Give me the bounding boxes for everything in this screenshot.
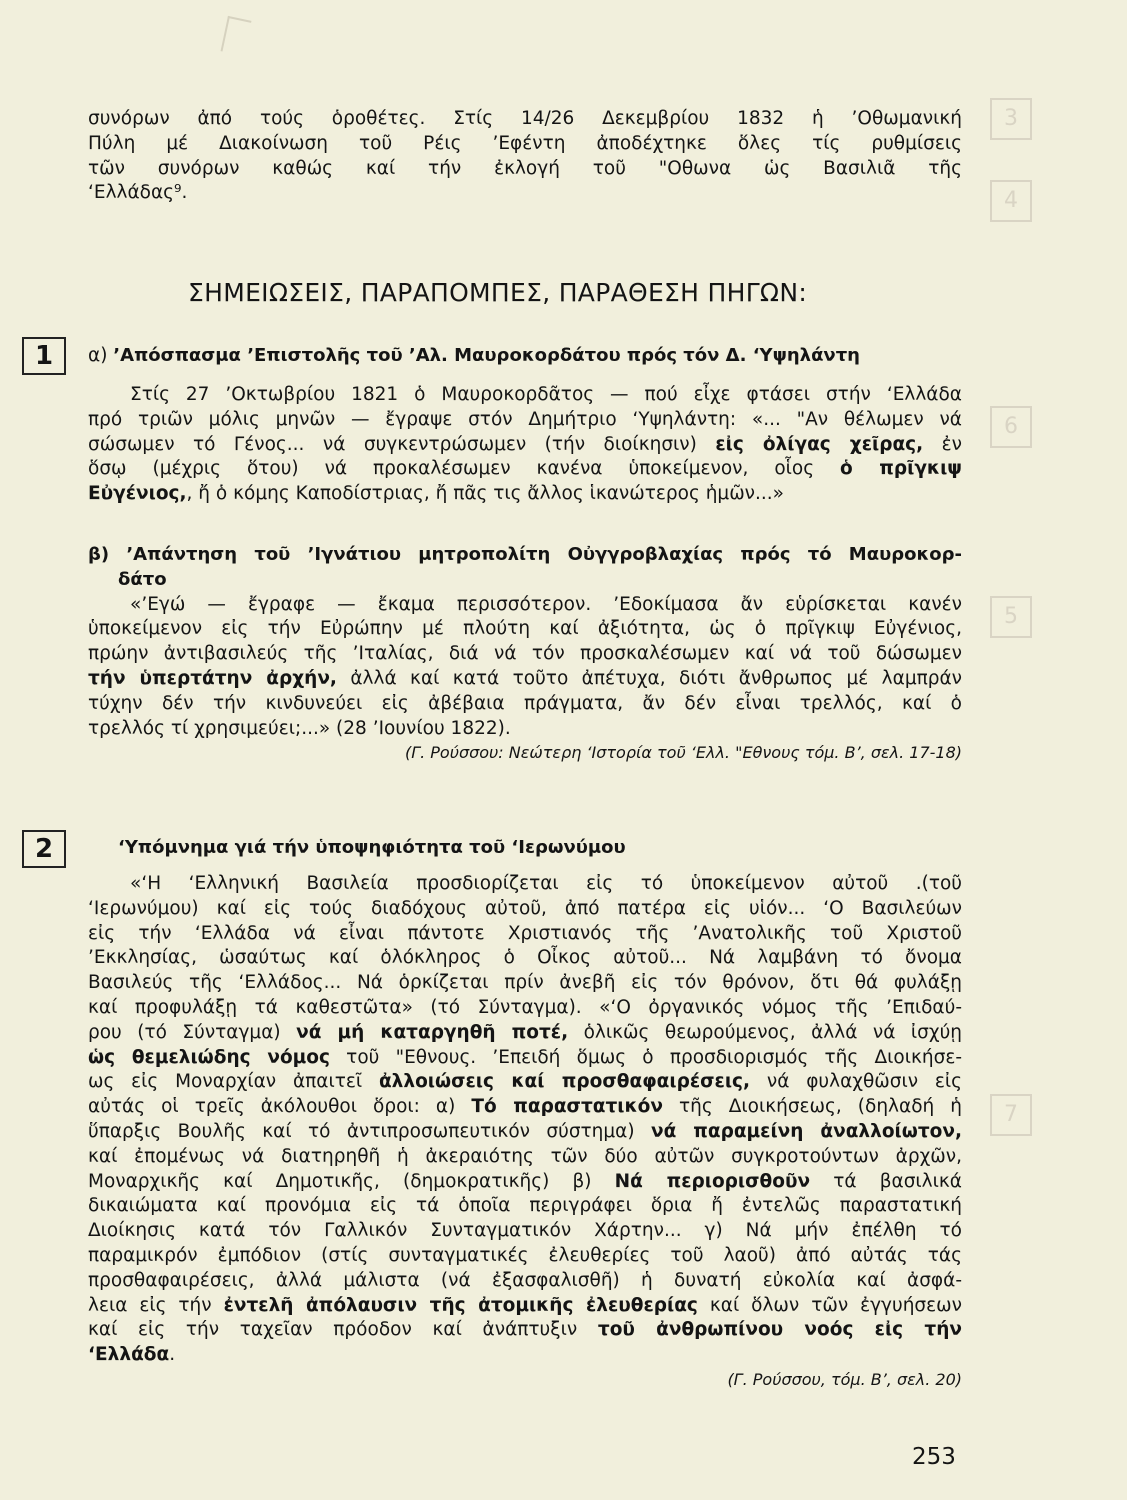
text-span: τά βασιλικά — [810, 1170, 962, 1192]
bold-span: ἀλλοιώσεις καί προσθαφαιρέσεις, — [378, 1071, 751, 1093]
text-span: , ἤ ὁ κόμης Καποδίστριας, ἤ πᾶς τις ἄλλος ἱκανώτερος ἡμῶν...» — [186, 483, 784, 505]
bold-span: ‘Ελλάδα — [88, 1344, 170, 1366]
ghost-box: 4 — [990, 180, 1032, 222]
bold-span: ὁ πρῖγκιψ — [840, 458, 962, 480]
notes-heading: ΣΗΜΕΙΩΣΕΙΣ, ΠΑΡΑΠΟΜΠΕΣ, ΠΑΡΑΘΕΣΗ ΠΗΓΩΝ: — [188, 278, 808, 307]
section-a-title — [88, 344, 962, 369]
text-line: Πύλη μέ Διακοίνωση τοῦ Ρέις ’Εφέντη ἀποδέχτηκε ὅλες τίς ρυθμίσεις — [88, 132, 962, 154]
bold-span: εἰς ὀλίγας χεῖρας, — [715, 433, 924, 455]
text-line: συνόρων ἀπό τούς ὁροθέτες. Στίς 14/26 Δεκεμβρίου 1832 ἡ ’Οθωμανική — [88, 108, 962, 129]
text-span: ἀλλά καί κατά τοῦτο ἀπέτυχα, διότι ἄνθρωπος μέ λαμπράν — [336, 667, 962, 689]
text-line: τρελλός τί χρησιμεύει;...» (28 ’Ιουνίου 1822). — [88, 717, 511, 739]
bold-span: Εὐγένιος, — [88, 483, 187, 505]
text-line — [88, 1070, 962, 1095]
bold-span: τοῦ ἀνθρωπίνου νοός εἰς τήν — [597, 1319, 962, 1341]
text-span: ὕπαρξις Βουλῆς καί τό ἀντιπροσωπευτικόν σύστημα) — [88, 1120, 635, 1142]
note-number-box: 2 — [22, 830, 66, 868]
bold-span: τήν ὑπερτάτην ἀρχήν, — [88, 667, 337, 689]
text-line — [88, 1046, 962, 1071]
bold-span: ἐντελῆ ἀπόλαυσιν τῆς ἀτομικῆς ἐλευθερίας — [223, 1294, 698, 1316]
text-line — [88, 433, 962, 458]
text-line: Διοίκησις κατά τόν Γαλλικόν Συνταγματικόν Χάρτην... γ) Νά μήν ἐπέλθη τό — [88, 1220, 962, 1242]
text-line: παραμικρόν ἐμπόδιον (στίς συνταγματικές ἐλευθερίες τοῦ λαοῦ) ἀπό αὐτάς τάς — [88, 1244, 962, 1266]
text-span: . — [169, 1344, 176, 1366]
text-span: ρου (τό Σύνταγμα) — [88, 1021, 281, 1043]
text-line: καί ἐπομένως νά διατηρηθῆ ἡ ἀκεραιότης τῶν δύο αὐτῶν συγκροτούντων ἀρχῶν, — [88, 1145, 962, 1167]
section-2-body — [88, 872, 962, 1393]
text-line — [88, 457, 962, 482]
text-line: καί προφυλάξῃ τά καθεστῶτα» (τό Σύνταγμα). «‘Ο ὀργανικός νόμος τῆς ’Επιδαύ- — [88, 996, 962, 1018]
bold-span: ὡς θεμελιώδης νόμος — [88, 1046, 330, 1068]
citation: (Γ. Ρούσσου, τόμ. Β’, σελ. 20) — [727, 1369, 962, 1389]
text-span: ως εἰς Μοναρχίαν ἀπαιτεῖ — [88, 1071, 363, 1093]
citation: (Γ. Ρούσσου: Νεώτερη ‘Ιστορία τοῦ ‘Ελλ. "Εθνους τόμ. Β’, σελ. 17-18) — [404, 743, 962, 763]
text-line — [88, 1294, 962, 1319]
text-span: σώσωμεν τό Γένος... νά συγκεντρώσωμεν (τήν διοίκησιν) — [88, 433, 697, 455]
text-span: νά φυλαχθῶσιν εἰς — [750, 1071, 963, 1093]
section-b-title: β) ’Απάντηση τοῦ ’Ιγνάτιου μητροπολίτη Οὐγγροβλαχίας πρός τό Μαυροκορ- — [88, 544, 962, 565]
text-line: ὑποκείμενον εἰς τήν Εὐρώπην μέ πλούτη καί ἀξιότητα, ὡς ὁ πρῖγκιψ Εὐγένιος, — [88, 618, 962, 640]
intro-paragraph — [88, 107, 962, 206]
text-line: τύχην δέν τήν κινδυνεύει εἰς ἀβέβαια πράγματα, ἄν δέν εἶναι τρελλός, καί ὁ — [88, 692, 962, 714]
text-span: αὐτάς οἱ τρεῖς ἀκόλουθοι ὅροι: α) — [88, 1096, 456, 1118]
text-span: ὅσῳ (μέχρις ὅτου) νά προκαλέσωμεν κανένα ὑποκείμενον, οἷος — [88, 458, 815, 480]
text-line — [88, 1021, 962, 1046]
text-line — [88, 667, 962, 692]
text-span: ὁλικῶς θεωρούμενος, ἀλλά νά ἰσχύῃ — [568, 1021, 962, 1043]
bold-span: νά μή καταργηθῆ ποτέ, — [296, 1021, 569, 1043]
text-line — [88, 1095, 962, 1120]
section-b — [88, 543, 962, 766]
ghost-box: 6 — [990, 406, 1032, 448]
bold-span: νά παραμείνη ἀναλλοίωτον, — [651, 1120, 962, 1142]
text-line: Στίς 27 ’Οκτωβρίου 1821 ὁ Μαυροκορδᾶτος — πού εἶχε φτάσει στήν ‘Ελλάδα — [130, 384, 962, 405]
text-line — [88, 1343, 962, 1368]
text-line: πρώην ἀντιβασιλεύς τῆς ’Ιταλίας, διά νά τόν προσκαλέσωμεν καί νά τοῦ δώσωμεν — [88, 643, 962, 665]
text-line: Βασιλεύς τῆς ‘Ελλάδος... Νά ὁρκίζεται πρίν ἀνεβῆ εἰς τόν θρόνον, ὅτι θά φυλάξῃ — [88, 972, 962, 994]
text-span: καί εἰς τήν ταχεῖαν πρόοδον καί ἀνάπτυξιν — [88, 1319, 578, 1341]
item-marker: α) — [88, 345, 114, 366]
text-span: λεια εἰς τήν — [88, 1294, 212, 1316]
text-line: πρό τριῶν μόλις μηνῶν — ἔγραψε στόν Δημήτριο ‘Υψηλάντη: «... "Αν θέλωμεν νά — [88, 408, 962, 430]
bold-span: Τό παραστατικόν — [471, 1096, 663, 1118]
section-a — [88, 344, 962, 369]
section-b-title: δάτο — [118, 568, 167, 590]
ghost-box: 3 — [990, 98, 1032, 140]
section-title-text: ’Απόσπασμα ’Επιστολῆς τοῦ ’Αλ. Μαυροκορδάτου πρός τόν Δ. ‘Υψηλάντη — [113, 345, 860, 366]
text-span: ἐν — [941, 433, 962, 455]
text-line: «’Εγώ — ἔγραφε — ἔκαμα περισσότερον. ’Εδοκίμασα ἄν εὑρίσκεται κανέν — [130, 593, 962, 615]
ghost-box: 7 — [990, 1094, 1032, 1136]
text-span: τοῦ "Εθνους. ’Επειδή ὅμως ὁ προσδιορισμός τῆς Διοικήσε- — [329, 1046, 962, 1068]
text-line: τῶν συνόρων καθώς καί τήν ἐκλογή τοῦ "Οθωνα ὡς Βασιλιᾶ τῆς — [88, 157, 962, 179]
section-2 — [88, 836, 962, 861]
text-line — [88, 1170, 962, 1195]
note-number-box: 1 — [22, 337, 66, 375]
text-line: ‘Ιερωνύμου) καί εἰς τούς διαδόχους αὐτοῦ, ἀπό πατέρα εἰς υἱόν... ‘Ο Βασιλεύων — [88, 897, 962, 919]
text-line: ’Εκκλησίας, ὡσαύτως καί ὁλόκληρος ὁ Οἶκος αὐτοῦ... Νά λαμβάνη τό ὄνομα — [88, 947, 962, 969]
text-line: ‘Ελλάδας⁹. — [88, 182, 188, 204]
text-line — [88, 1318, 962, 1343]
page-number: 253 — [912, 1444, 956, 1470]
ghost-box: 5 — [990, 596, 1032, 638]
margin-mark — [221, 16, 252, 56]
text-line: «‘Η ‘Ελληνική Βασιλεία προσδιορίζεται εἰς τό ὑποκείμενον αὐτοῦ .(τοῦ — [130, 873, 962, 894]
section-2-title: ‘Υπόμνημα γιά τήν ὑποψηφιότητα τοῦ ‘Ιερωνύμου — [118, 837, 626, 858]
text-line — [88, 1120, 962, 1145]
bold-span: Νά περιορισθοῦν — [614, 1170, 811, 1192]
text-line: προσθαφαιρέσεις, ἀλλά μάλιστα (νά ἐξασφαλισθῆ) ἡ δυνατή εὐκολία καί ἀσφά- — [88, 1269, 962, 1291]
text-span: τῆς Διοικήσεως, (δηλαδή ἡ — [662, 1096, 962, 1118]
section-a-body — [88, 383, 962, 507]
text-span: Μοναρχικῆς καί Δημοτικῆς, (δημοκρατικῆς) β) — [88, 1170, 592, 1192]
text-line — [88, 482, 962, 507]
text-line: δικαιώματα καί προνόμια εἰς τά ὁποῖα περιγράφει ὅρια ἤ ἐντελῶς παραστατική — [88, 1195, 962, 1217]
text-span: καί ὅλων τῶν ἐγγυήσεων — [697, 1294, 962, 1316]
text-line: εἰς τήν ‘Ελλάδα νά εἶναι πάντοτε Χριστιανός τῆς ’Ανατολικῆς τοῦ Χριστοῦ — [88, 922, 962, 944]
